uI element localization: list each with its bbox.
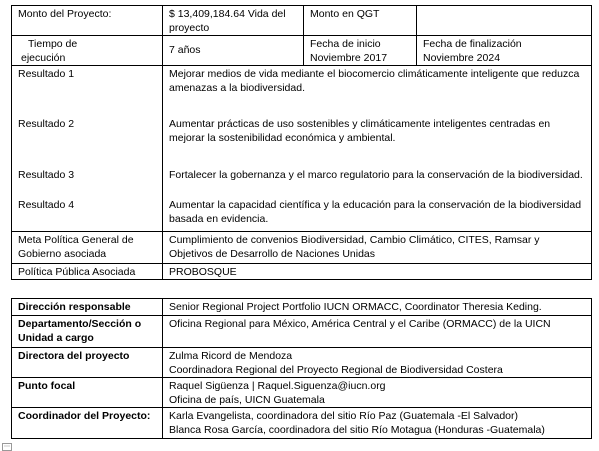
duration-label-line1: Tiempo de bbox=[28, 38, 78, 50]
table-row bbox=[12, 197, 592, 232]
contact-value bbox=[163, 378, 592, 408]
contact-line: Oficina de país, UICN Guatemala bbox=[169, 394, 325, 406]
start-date-cell bbox=[304, 36, 417, 66]
contact-line: Oficina Regional para México, América Central y el Caribe (ORMACC) de la UICN bbox=[169, 318, 551, 330]
table-row bbox=[12, 264, 592, 280]
table-row bbox=[12, 378, 592, 408]
table-row bbox=[12, 232, 592, 264]
contact-line: Raquel Sigüenza | Raquel.Siguenza@iucn.org bbox=[169, 380, 386, 392]
contact-line: Coordinadora Regional del Proyecto Regional de Biodiversidad Costera bbox=[169, 364, 503, 376]
contact-label: Directora del proyecto bbox=[12, 348, 163, 378]
table-row bbox=[12, 6, 592, 36]
policy-label: Política Pública Asociada bbox=[12, 264, 163, 280]
table-row bbox=[12, 66, 592, 116]
contact-line: Senior Regional Project Portfolio IUCN ORMACC, Coordinator Theresia Keding. bbox=[169, 301, 542, 313]
table-row bbox=[12, 408, 592, 439]
policy-value: PROBOSQUE bbox=[163, 264, 592, 280]
table-row bbox=[12, 36, 592, 66]
result-label: Resultado 2 bbox=[12, 116, 163, 167]
contact-line: Zulma Ricord de Mendoza bbox=[169, 350, 293, 362]
end-date-cell bbox=[417, 36, 592, 66]
amount-qgt-label: Monto en QGT bbox=[304, 6, 417, 36]
table-row bbox=[12, 316, 592, 348]
duration-value-text: 7 años bbox=[169, 44, 201, 56]
table-row bbox=[12, 167, 592, 197]
contact-line: Blanca Rosa García, coordinadora del sitio Río Motagua (Honduras -Guatemala) bbox=[169, 424, 545, 436]
contact-label: Dirección responsable bbox=[12, 299, 163, 316]
contact-value bbox=[163, 348, 592, 378]
contact-label: Departamento/Sección o Unidad a cargo bbox=[12, 316, 163, 348]
duration-value bbox=[163, 36, 304, 66]
result-label: Resultado 3 bbox=[12, 167, 163, 197]
table-row bbox=[12, 348, 592, 378]
table-row bbox=[12, 299, 592, 316]
result-text: Aumentar prácticas de uso sostenibles y climáticamente inteligentes centradas en mejorar la sostenibilidad económica y ambiental. bbox=[163, 116, 592, 167]
amount-label: Monto del Proyecto: bbox=[12, 6, 163, 36]
contact-line: Karla Evangelista, coordinadora del sitio Río Paz (Guatemala -El Salvador) bbox=[169, 410, 519, 422]
table-row bbox=[12, 116, 592, 167]
contacts-table bbox=[11, 298, 592, 439]
result-text: Fortalecer la gobernanza y el marco regulatorio para la conservación de la biodiversidad. bbox=[163, 167, 592, 197]
result-label: Resultado 1 bbox=[12, 66, 163, 116]
amount-value: $ 13,409,184.64 Vida del proyecto bbox=[163, 6, 304, 36]
start-date-value: Noviembre 2017 bbox=[310, 52, 388, 64]
amount-qgt-value bbox=[417, 6, 592, 36]
result-text: Aumentar la capacidad científica y la educación para la conservación de la biodiversidad basada en evidencia. bbox=[163, 197, 592, 232]
duration-label bbox=[12, 36, 163, 66]
result-label: Resultado 4 bbox=[12, 197, 163, 232]
contact-label: Coordinador del Proyecto: bbox=[12, 408, 163, 439]
meta-value: Cumplimiento de convenios Biodiversidad, Cambio Climático, CITES, Ramsar y Objetivos de Desarrollo de Naciones Unidas bbox=[163, 232, 592, 264]
project-info-table bbox=[11, 5, 592, 280]
meta-label: Meta Política General de Gobierno asociada bbox=[12, 232, 163, 264]
duration-label-line2: ejecución bbox=[21, 52, 66, 64]
contact-label: Punto focal bbox=[12, 378, 163, 408]
end-date-value: Noviembre 2024 bbox=[423, 52, 501, 64]
end-date-label: Fecha de finalización bbox=[423, 38, 522, 50]
start-date-label: Fecha de inicio bbox=[310, 38, 381, 50]
contact-value bbox=[163, 299, 592, 316]
result-text: Mejorar medios de vida mediante el biocomercio climáticamente inteligente que reduzca amenazas a la biodiversidad. bbox=[163, 66, 592, 116]
paste-options-icon[interactable]: ⋯ bbox=[4, 444, 10, 450]
contact-value bbox=[163, 316, 592, 348]
contact-value bbox=[163, 408, 592, 439]
